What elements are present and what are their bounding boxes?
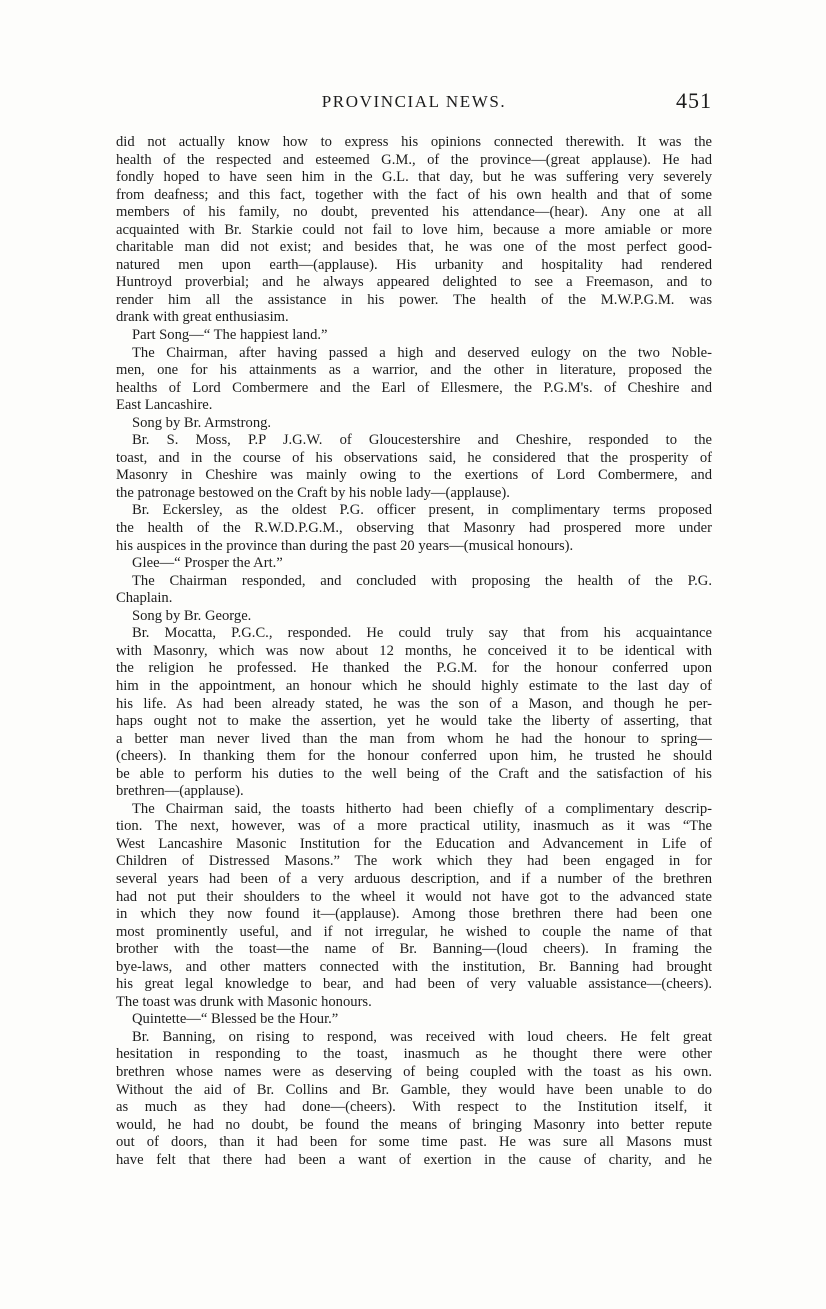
text-line: his life. As had been already stated, he was the son of a Mason, and though he per- [116,695,712,712]
text-line: Br. Banning, on rising to respond, was received with loud cheers. He felt great [132,1028,712,1045]
text-line: his great legal knowledge to bear, and had been of very valuable assistance—(cheers). [116,976,712,993]
text-line: out of doors, than it had been for some time past. He was sure all Masons must [116,1134,712,1151]
text-line: drank with great enthusiasim. [116,309,289,326]
text-line: acquainted with Br. Starkie could not fail to love him, because a more amiable or more [116,221,712,238]
text-line: most prominently useful, and if not irregular, he wished to couple the name of that [116,923,712,940]
text-line: The Chairman responded, and concluded with proposing the health of the P.G. [132,572,712,589]
text-line: Part Song—“ The happiest land.” [132,327,328,344]
article-body [116,134,712,1169]
text-line: brethren whose names were as deserving of being coupled with the toast as his own. [116,1063,712,1080]
text-line: a better man never lived than the man from whom he had the honour to spring— [116,730,712,747]
text-line: him in the appointment, an honour which he should highly estimate to the last day of [116,677,712,694]
text-line: Song by Br. George. [132,607,252,624]
text-line: health of the respected and esteemed G.M., of the province—(great applause). He had [116,151,712,168]
text-line: Glee—“ Prosper the Art.” [132,555,283,572]
text-line: healths of Lord Combermere and the Earl of Ellesmere, the P.G.M's. of Cheshire and [116,379,712,396]
text-line: render him all the assistance in his power. The health of the M.W.P.G.M. was [116,291,712,308]
text-line: natured men upon earth—(applause). His urbanity and hospitality had rendered [116,256,712,273]
text-line: West Lancashire Masonic Institution for the Education and Advancement in Life of [116,835,712,852]
text-line: as much as they had done—(cheers). With respect to the Institution itself, it [116,1099,712,1116]
text-line: the health of the R.W.D.P.G.M., observing that Masonry had prospered more under [116,520,712,537]
text-line: Huntroyd proverbial; and he always appeared delighted to see a Freemason, and to [116,274,712,291]
text-line: Quintette—“ Blessed be the Hour.” [132,1011,339,1028]
page-number: 451 [676,88,712,113]
text-line: Song by Br. Armstrong. [132,414,272,431]
text-line: The Chairman, after having passed a high and deserved eulogy on the two Noble- [132,344,712,361]
text-line: Children of Distressed Masons.” The work which they had been engaged in for [116,853,712,870]
text-line: members of his family, no doubt, prevented his attendance—(hear). Any one at all [116,204,712,221]
text-line: have felt that there had been a want of exertion in the cause of charity, and he [116,1151,712,1168]
text-line: tion. The next, however, was of a more practical utility, inasmuch as it was “The [116,818,712,835]
text-line: did not actually know how to express his opinions connected therewith. It was the [116,134,712,150]
text-line: Br. S. Moss, P.P J.G.W. of Gloucestershire and Cheshire, responded to the [132,432,712,449]
running-title: PROVINCIAL NEWS. [321,92,507,111]
text-line: Br. Eckersley, as the oldest P.G. officer present, in complimentary terms proposed [132,502,712,519]
text-line: Chaplain. [116,590,173,607]
text-line: haps ought not to make the assertion, yet he would take the liberty of asserting, that [116,713,712,730]
text-line: brother with the toast—the name of Br. Banning—(loud cheers). In framing the [116,941,712,958]
text-line: with Masonry, which was now about 12 months, he conceived it to be identical with [116,642,712,659]
text-line: hesitation in responding to the toast, inasmuch as he thought there were other [116,1046,712,1063]
text-line: would, he had no doubt, be found the means of bringing Masonry into better repute [116,1116,712,1133]
text-line: (cheers). In thanking them for the honour conferred upon him, he trusted he should [116,748,712,765]
text-line: men, one for his attainments as a warrior, and the other in literature, proposed the [116,362,712,379]
text-line: had not put their shoulders to the wheel it would not have got to the advanced state [116,888,712,905]
text-line: be able to perform his duties to the well being of the Craft and the satisfaction of his [116,765,712,782]
text-line: Masonry in Cheshire was mainly owing to the exertions of Lord Combermere, and [116,467,712,484]
text-line: brethren—(applause). [116,783,244,800]
text-line: fondly hoped to have seen him in the G.L. that day, but he was suffering very severely [116,169,712,186]
text-line: The toast was drunk with Masonic honours. [116,993,372,1010]
text-line: several years had been of a very arduous description, and if a number of the brethren [116,870,712,887]
text-line: charitable man did not exist; and besides that, he was one of the most perfect good- [116,239,712,256]
text-line: the patronage bestowed on the Craft by his noble lady—(applause). [116,484,510,501]
text-line: from deafness; and this fact, together with the fact of his own health and that of some [116,186,712,203]
text-line: East Lancashire. [116,397,213,414]
text-line: toast, and in the course of his observations said, he considered that the prosperity of [116,449,712,466]
text-line: his auspices in the province than during the past 20 years—(musical honours). [116,537,574,554]
text-line: Without the aid of Br. Collins and Br. Gamble, they would have been unable to do [116,1081,712,1098]
text-line: The Chairman said, the toasts hitherto had been chiefly of a complimentary descrip- [132,800,712,817]
text-line: Br. Mocatta, P.G.C., responded. He could truly say that from his acquaintance [132,625,712,642]
running-header [116,88,712,118]
text-line: in which they now found it—(applause). Among those brethren there had been one [116,906,712,923]
text-line: the religion he professed. He thanked the P.G.M. for the honour conferred upon [116,660,712,677]
text-line: bye-laws, and other matters connected with the institution, Br. Banning had brought [116,958,712,975]
